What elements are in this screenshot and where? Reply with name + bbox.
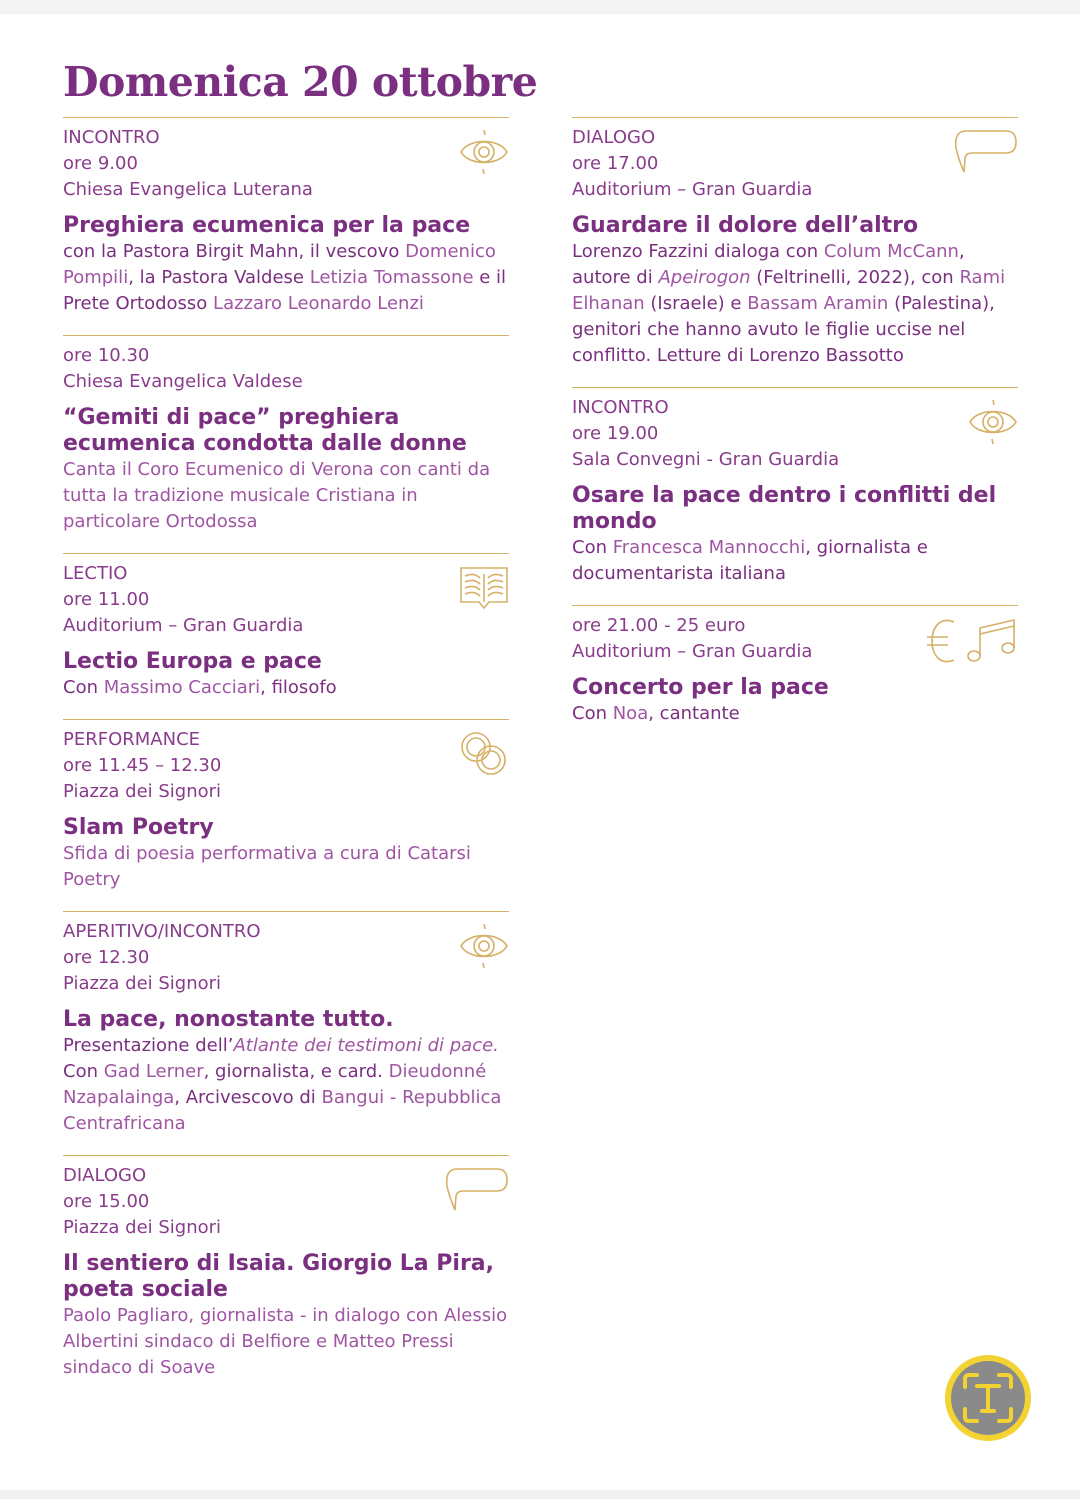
event-title: Slam Poetry	[63, 815, 214, 840]
event-type: DIALOGO	[572, 127, 656, 148]
event-type: PERFORMANCE	[63, 729, 201, 750]
page-title: Domenica 20 ottobre	[63, 58, 538, 106]
event-time: ore 11.00	[63, 589, 150, 610]
ornament-icon	[459, 922, 509, 970]
event-time: ore 15.00	[63, 1191, 150, 1212]
event-place: Auditorium – Gran Guardia	[63, 615, 304, 636]
event-title: Il sentiero di Isaia. Giorgio La Pira, poeta sociale	[63, 1251, 495, 1302]
event-title: Lectio Europa e pace	[63, 649, 322, 674]
event-description: con la Pastora Birgit Mahn, il vescovo Domenico Pompili, la Pastora Valdese Letizia Tomassone e il Prete Ortodosso Lazzaro Leonardo Lenzi	[63, 241, 507, 314]
event-type: INCONTRO	[63, 127, 160, 148]
event-place: Piazza dei Signori	[63, 1217, 222, 1238]
event-description: Con Francesca Mannocchi, giornalista e documentarista italiana	[572, 537, 928, 584]
event-guardare-il-dolore	[572, 117, 1018, 369]
event-time: ore 21.00 - 25 euro	[572, 615, 746, 636]
event-time: ore 9.00	[63, 153, 138, 174]
event-description: Paolo Pagliaro, giornalista - in dialogo con Alessio Albertini sindaco di Belfiore e Matteo Pressi sindaco di Soave	[63, 1305, 508, 1378]
text-recognition-icon	[951, 1361, 1025, 1435]
event-description: Con Noa, cantante	[572, 703, 740, 724]
event-concerto-per-la-pace	[572, 605, 1018, 727]
event-time: ore 10.30	[63, 345, 150, 366]
event-sentiero-di-isaia	[63, 1155, 509, 1381]
event-title: Preghiera ecumenica per la pace	[63, 213, 471, 238]
event-place: Piazza dei Signori	[63, 973, 222, 994]
euro-music-icon	[924, 616, 1018, 666]
event-time: ore 17.00	[572, 153, 659, 174]
right-column	[572, 117, 1018, 745]
ornament-icon	[459, 128, 509, 176]
event-time: ore 12.30	[63, 947, 150, 968]
event-place: Piazza dei Signori	[63, 781, 222, 802]
event-osare-la-pace	[572, 387, 1018, 587]
top-band	[0, 0, 1080, 14]
event-gemiti-di-pace	[63, 335, 509, 535]
event-preghiera-ecumenica	[63, 117, 509, 317]
event-time: ore 11.45 – 12.30	[63, 755, 222, 776]
event-type: DIALOGO	[63, 1165, 147, 1186]
event-title: Concerto per la pace	[572, 675, 829, 700]
event-title: La pace, nonostante tutto.	[63, 1007, 394, 1032]
event-description: Lorenzo Fazzini dialoga con Colum McCann, autore di Apeirogon (Feltrinelli, 2022), con Rami Elhanan (Israele) e Bassam Aramin (Palestina), genitori che hanno avuto le figlie uccise nel conflitto. Letture di Lorenzo Bassotto	[572, 241, 1006, 366]
speech-bubble-icon	[952, 128, 1018, 176]
event-description: Canta il Coro Ecumenico di Verona con canti da tutta la tradizione musicale Cristiana in particolare Ortodossa	[63, 459, 491, 532]
event-place: Auditorium – Gran Guardia	[572, 641, 813, 662]
event-description: Con Massimo Cacciari, filosofo	[63, 677, 337, 698]
bottom-band	[0, 1490, 1080, 1499]
event-lectio	[63, 553, 509, 701]
event-description: Sfida di poesia performativa a cura di Catarsi Poetry	[63, 843, 471, 890]
book-icon	[459, 564, 509, 612]
event-type: APERITIVO/INCONTRO	[63, 921, 261, 942]
event-description: Presentazione dell’Atlante dei testimoni di pace. Con Gad Lerner, giornalista, e card. Dieudonné Nzapalainga, Arcivescovo di Bangui - Repubblica Centrafricana	[63, 1035, 502, 1134]
event-type: INCONTRO	[572, 397, 669, 418]
event-title: Guardare il dolore dell’altro	[572, 213, 919, 238]
event-place: Sala Convegni - Gran Guardia	[572, 449, 840, 470]
event-title: Osare la pace dentro i conflitti del mondo	[572, 483, 997, 534]
speech-bubble-icon	[443, 1166, 509, 1214]
event-type: LECTIO	[63, 563, 128, 584]
event-title: “Gemiti di pace” preghiera ecumenica condotta dalle donne	[63, 405, 467, 456]
ornament-icon	[968, 398, 1018, 446]
event-place: Chiesa Evangelica Valdese	[63, 371, 303, 392]
event-aperitivo-incontro	[63, 911, 509, 1137]
event-slam-poetry	[63, 719, 509, 893]
text-recognition-button[interactable]	[945, 1355, 1031, 1441]
event-place: Chiesa Evangelica Luterana	[63, 179, 313, 200]
left-column	[63, 117, 509, 1399]
rings-icon	[459, 730, 509, 778]
event-time: ore 19.00	[572, 423, 659, 444]
event-place: Auditorium – Gran Guardia	[572, 179, 813, 200]
